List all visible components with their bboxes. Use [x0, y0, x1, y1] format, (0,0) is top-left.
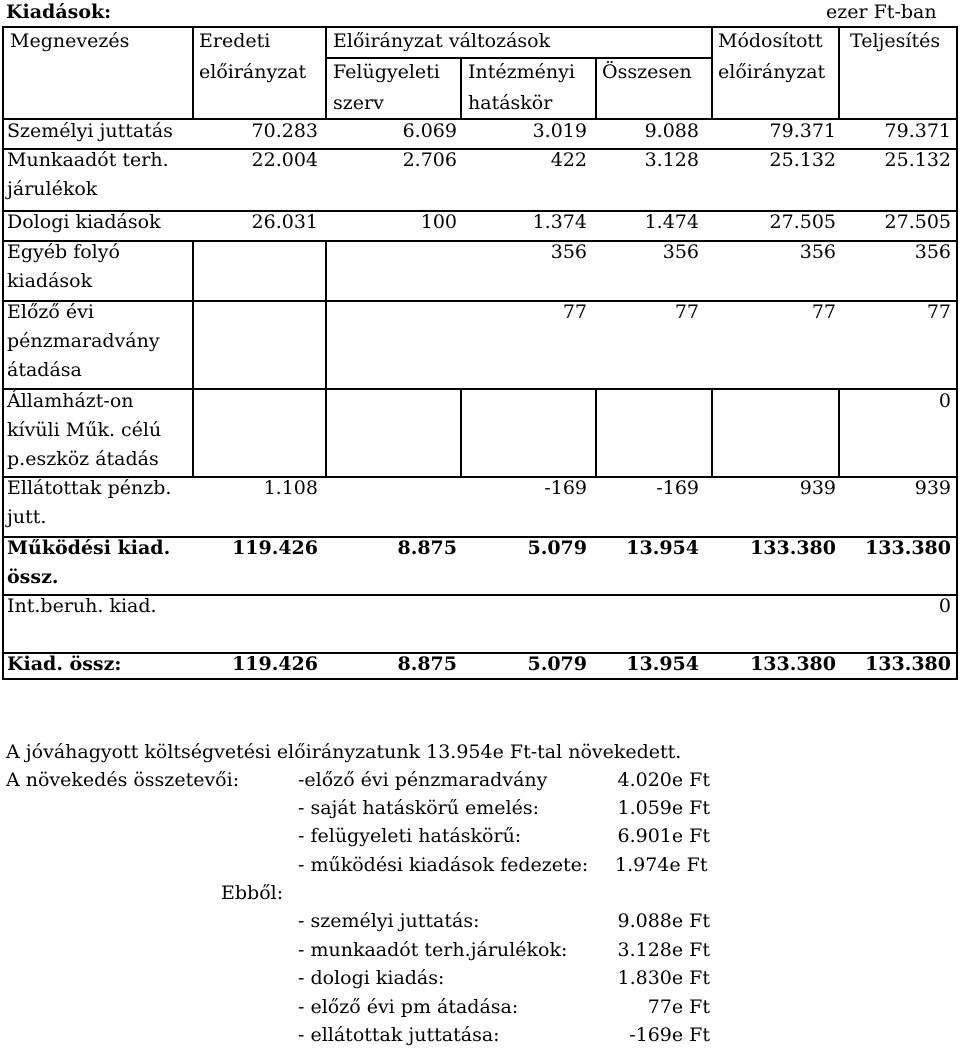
- cell-original: 26.031: [251, 211, 318, 233]
- empty-cell-border: [325, 300, 327, 388]
- unit-label: ezer Ft-ban: [826, 1, 937, 23]
- row-divider: [2, 300, 958, 302]
- cell-performance: 27.505: [884, 211, 951, 233]
- cell-performance: 0: [938, 390, 951, 412]
- row-divider: [2, 476, 958, 478]
- header-performance: Teljesítés: [850, 30, 941, 52]
- row-divider: [2, 210, 958, 212]
- row-label: Int.beruh. kiad.: [7, 595, 157, 617]
- empty-cell-border: [325, 240, 327, 300]
- row-divider: [2, 388, 958, 390]
- notes-breakdown-value: 9.088e Ft: [617, 910, 710, 932]
- cell-performance: 356: [914, 241, 951, 263]
- row-label: Munkaadót terh. járulékok: [7, 149, 169, 200]
- cell-total: 13.954: [626, 653, 699, 675]
- cell-total: 1.474: [644, 211, 699, 233]
- row-label: Egyéb folyó kiadások: [7, 241, 120, 292]
- empty-cell-border: [192, 388, 194, 476]
- table-border: [325, 26, 327, 120]
- cell-supervisory: 8.875: [397, 537, 457, 559]
- header-changes: Előirányzat változások: [333, 30, 551, 52]
- row-divider: [2, 536, 958, 538]
- cell-original: 70.283: [251, 120, 318, 142]
- notes-item-value: 1.974e Ft: [615, 854, 708, 876]
- cell-modified: 133.380: [750, 537, 836, 559]
- empty-cell-border: [325, 388, 327, 476]
- notes-breakdown-value: 3.128e Ft: [617, 939, 710, 961]
- notes-breakdown-text: - dologi kiadás:: [298, 967, 445, 989]
- table-border: [956, 26, 958, 680]
- row-divider: [2, 148, 958, 150]
- table-border: [2, 26, 4, 680]
- table-border: [192, 26, 194, 120]
- cell-modified: 939: [799, 477, 836, 499]
- table-border: [595, 57, 597, 120]
- empty-cell-border: [460, 388, 462, 476]
- empty-cell-border: [192, 240, 194, 300]
- cell-institutional: 1.374: [532, 211, 587, 233]
- cell-performance: 0: [938, 595, 951, 617]
- header-total: Összesen: [602, 61, 692, 83]
- row-label: Előző évi pénzmaradvány átadása: [7, 301, 160, 381]
- empty-cell-border: [838, 388, 840, 476]
- cell-institutional: 5.079: [527, 653, 587, 675]
- cell-performance: 133.380: [865, 537, 951, 559]
- cell-total: 3.128: [644, 149, 699, 171]
- cell-institutional: 422: [550, 149, 587, 171]
- cell-modified: 77: [811, 301, 836, 323]
- notes-item-text: - működési kiadások fedezete:: [298, 854, 589, 876]
- header-original: Eredeti előirányzat: [199, 30, 307, 83]
- row-label: Államházt-on kívüli Műk. célú p.eszköz átadás: [7, 390, 162, 470]
- cell-modified: 25.132: [769, 149, 836, 171]
- row-label: Személyi juttatás: [7, 120, 173, 142]
- cell-institutional: 3.019: [532, 120, 587, 142]
- cell-modified: 79.371: [769, 120, 836, 142]
- cell-supervisory: 6.069: [402, 120, 457, 142]
- notes-of-which-label: Ebből:: [221, 882, 284, 904]
- row-label: Működési kiad. össz.: [7, 537, 171, 588]
- cell-total: -169: [656, 477, 699, 499]
- notes-components-label: A növekedés összetevői:: [6, 769, 240, 791]
- cell-performance: 25.132: [884, 149, 951, 171]
- notes-breakdown-text: - munkaadót terh.járulékok:: [298, 939, 568, 961]
- header-modified: Módosított előirányzat: [718, 30, 826, 83]
- notes-breakdown-value: -169e Ft: [629, 1024, 710, 1046]
- cell-original: 119.426: [232, 537, 318, 559]
- row-divider: [2, 594, 958, 596]
- cell-institutional: 77: [562, 301, 587, 323]
- cell-original: 119.426: [232, 653, 318, 675]
- notes-breakdown-text: - ellátottak juttatása:: [298, 1024, 500, 1046]
- empty-cell-border: [711, 388, 713, 476]
- header-name: Megnevezés: [10, 30, 130, 52]
- cell-modified: 133.380: [750, 653, 836, 675]
- cell-institutional: 5.079: [527, 537, 587, 559]
- row-label: Ellátottak pénzb. jutt.: [7, 477, 172, 528]
- notes-item-text: -előző évi pénzmaradvány: [298, 769, 548, 791]
- cell-total: 356: [662, 241, 699, 263]
- cell-institutional: 356: [550, 241, 587, 263]
- cell-supervisory: 2.706: [402, 149, 457, 171]
- cell-original: 1.108: [263, 477, 318, 499]
- notes-item-text: - saját hatáskörű emelés:: [298, 797, 539, 819]
- notes-breakdown-value: 1.830e Ft: [617, 967, 710, 989]
- notes-intro: A jóváhagyott költségvetési előirányzatunk 13.954e Ft-tal növekedett.: [6, 741, 682, 763]
- table-border: [838, 26, 840, 120]
- header-supervisory: Felügyeleti szerv: [333, 61, 440, 114]
- table-title: Kiadások:: [6, 1, 112, 23]
- notes-item-value: 4.020e Ft: [617, 769, 710, 791]
- notes-breakdown-text: - előző évi pm átadása:: [298, 996, 519, 1018]
- row-label: Dologi kiadások: [7, 211, 161, 233]
- cell-total: 9.088: [644, 120, 699, 142]
- row-label: Kiad. össz:: [7, 653, 122, 675]
- table-border: [460, 57, 462, 120]
- empty-cell-border: [595, 388, 597, 476]
- cell-total: 77: [674, 301, 699, 323]
- cell-total: 13.954: [626, 537, 699, 559]
- cell-modified: 356: [799, 241, 836, 263]
- cell-modified: 27.505: [769, 211, 836, 233]
- notes-item-text: - felügyeleti hatáskörű:: [298, 825, 522, 847]
- empty-cell-border: [192, 300, 194, 388]
- row-divider: [2, 240, 958, 242]
- notes-breakdown-text: - személyi juttatás:: [298, 910, 480, 932]
- cell-institutional: -169: [544, 477, 587, 499]
- notes-item-value: 1.059e Ft: [617, 797, 710, 819]
- cell-performance: 133.380: [865, 653, 951, 675]
- cell-performance: 939: [914, 477, 951, 499]
- row-divider: [2, 652, 958, 654]
- cell-supervisory: 100: [420, 211, 457, 233]
- table-border: [711, 26, 713, 120]
- cell-performance: 79.371: [884, 120, 951, 142]
- header-institutional: Intézményi hatáskör: [468, 61, 575, 114]
- cell-original: 22.004: [251, 149, 318, 171]
- notes-item-value: 6.901e Ft: [617, 825, 710, 847]
- notes-breakdown-value: 77e Ft: [647, 996, 710, 1018]
- cell-supervisory: 8.875: [397, 653, 457, 675]
- cell-performance: 77: [926, 301, 951, 323]
